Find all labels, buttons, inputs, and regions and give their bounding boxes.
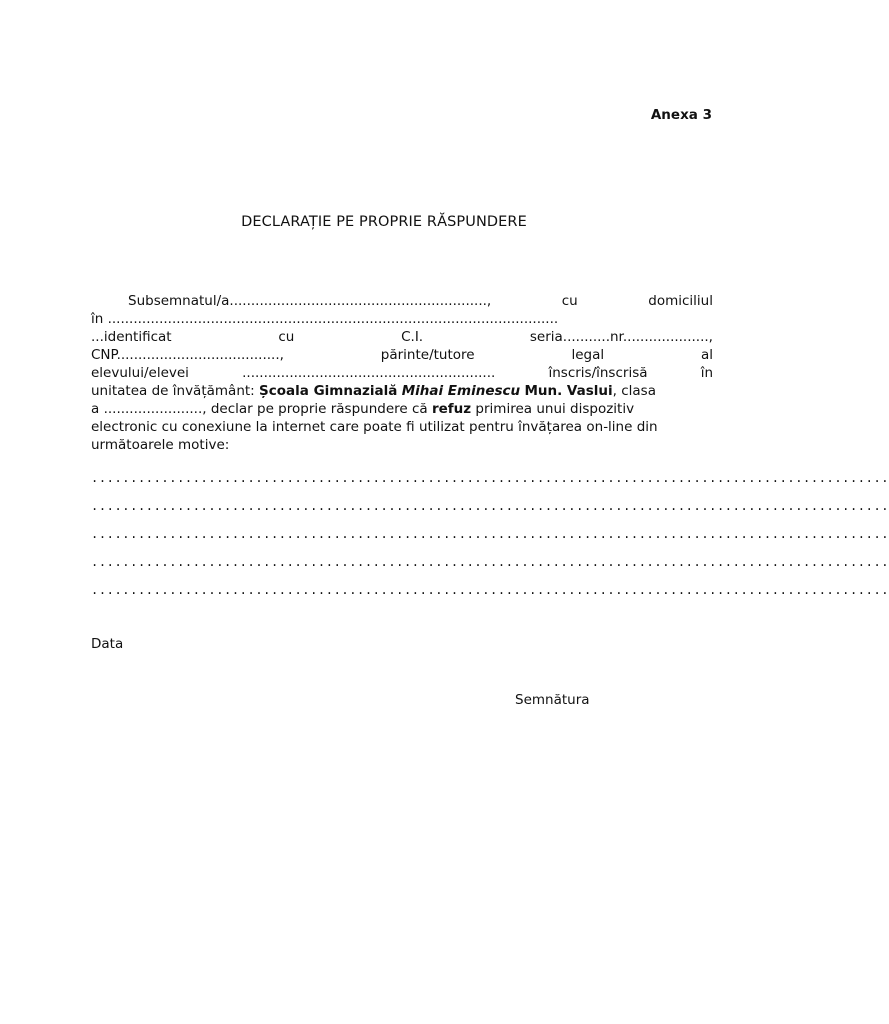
cnp-field-text: CNP......................................, <box>91 347 284 363</box>
paragraph-line-2 <box>91 310 713 328</box>
class-field-text: a ......................., <box>91 401 207 417</box>
id-series-number-text: seria...........nr...................., <box>529 329 713 345</box>
paragraph-line-3: ...identificat cu C.I. seria...........nr...................., <box>91 329 713 345</box>
annex-label: Anexa 3 <box>650 107 712 123</box>
refuz-text: refuz <box>431 401 472 417</box>
signature-label: Semnătura <box>515 692 590 708</box>
reason-line: ...................................................................................................... <box>91 471 889 485</box>
reason-line: ...................................................................................................... <box>91 499 889 513</box>
reason-line: ...................................................................................................... <box>91 527 889 541</box>
paragraph-line-1: Subsemnatul/a............................................................, cu domiciliul <box>128 293 713 309</box>
declaration-paragraph <box>91 292 713 454</box>
school-type-text: Școala Gimnazială <box>259 383 398 399</box>
reason-line: ...................................................................................................... <box>91 555 889 569</box>
student-name-field-text: ........................................................... <box>242 365 496 381</box>
reasons-section <box>91 468 889 608</box>
paragraph-line-5: elevului/elevei ........................................................... înscris/înscrisă în <box>91 365 713 381</box>
reason-line: ...................................................................................................... <box>91 583 889 597</box>
paragraph-line-6: unitatea de învățământ: Școala Gimnazială Mihai Eminescu Mun. Vaslui, clasa <box>91 383 656 399</box>
school-name-text: Mihai Eminescu <box>401 383 521 399</box>
paragraph-line-4: CNP......................................, părinte/tutore legal al <box>91 347 713 363</box>
name-field-text: Subsemnatul/a............................................................, <box>128 293 492 309</box>
paragraph-line-8: electronic cu conexiune la internet care poate fi utilizat pentru învățarea on-line din <box>91 419 658 435</box>
paragraph-line-9: următoarele motive: <box>91 437 230 453</box>
address-field-text: în ......................................................................................................... <box>91 311 559 327</box>
date-label: Data <box>91 636 124 652</box>
school-city-text: Mun. Vaslui <box>524 383 613 399</box>
paragraph-line-7: a ......................., declar pe proprie răspundere că refuz primirea unui dispozitiv <box>91 401 635 417</box>
document-title: DECLARAȚIE PE PROPRIE RĂSPUNDERE <box>241 214 527 230</box>
